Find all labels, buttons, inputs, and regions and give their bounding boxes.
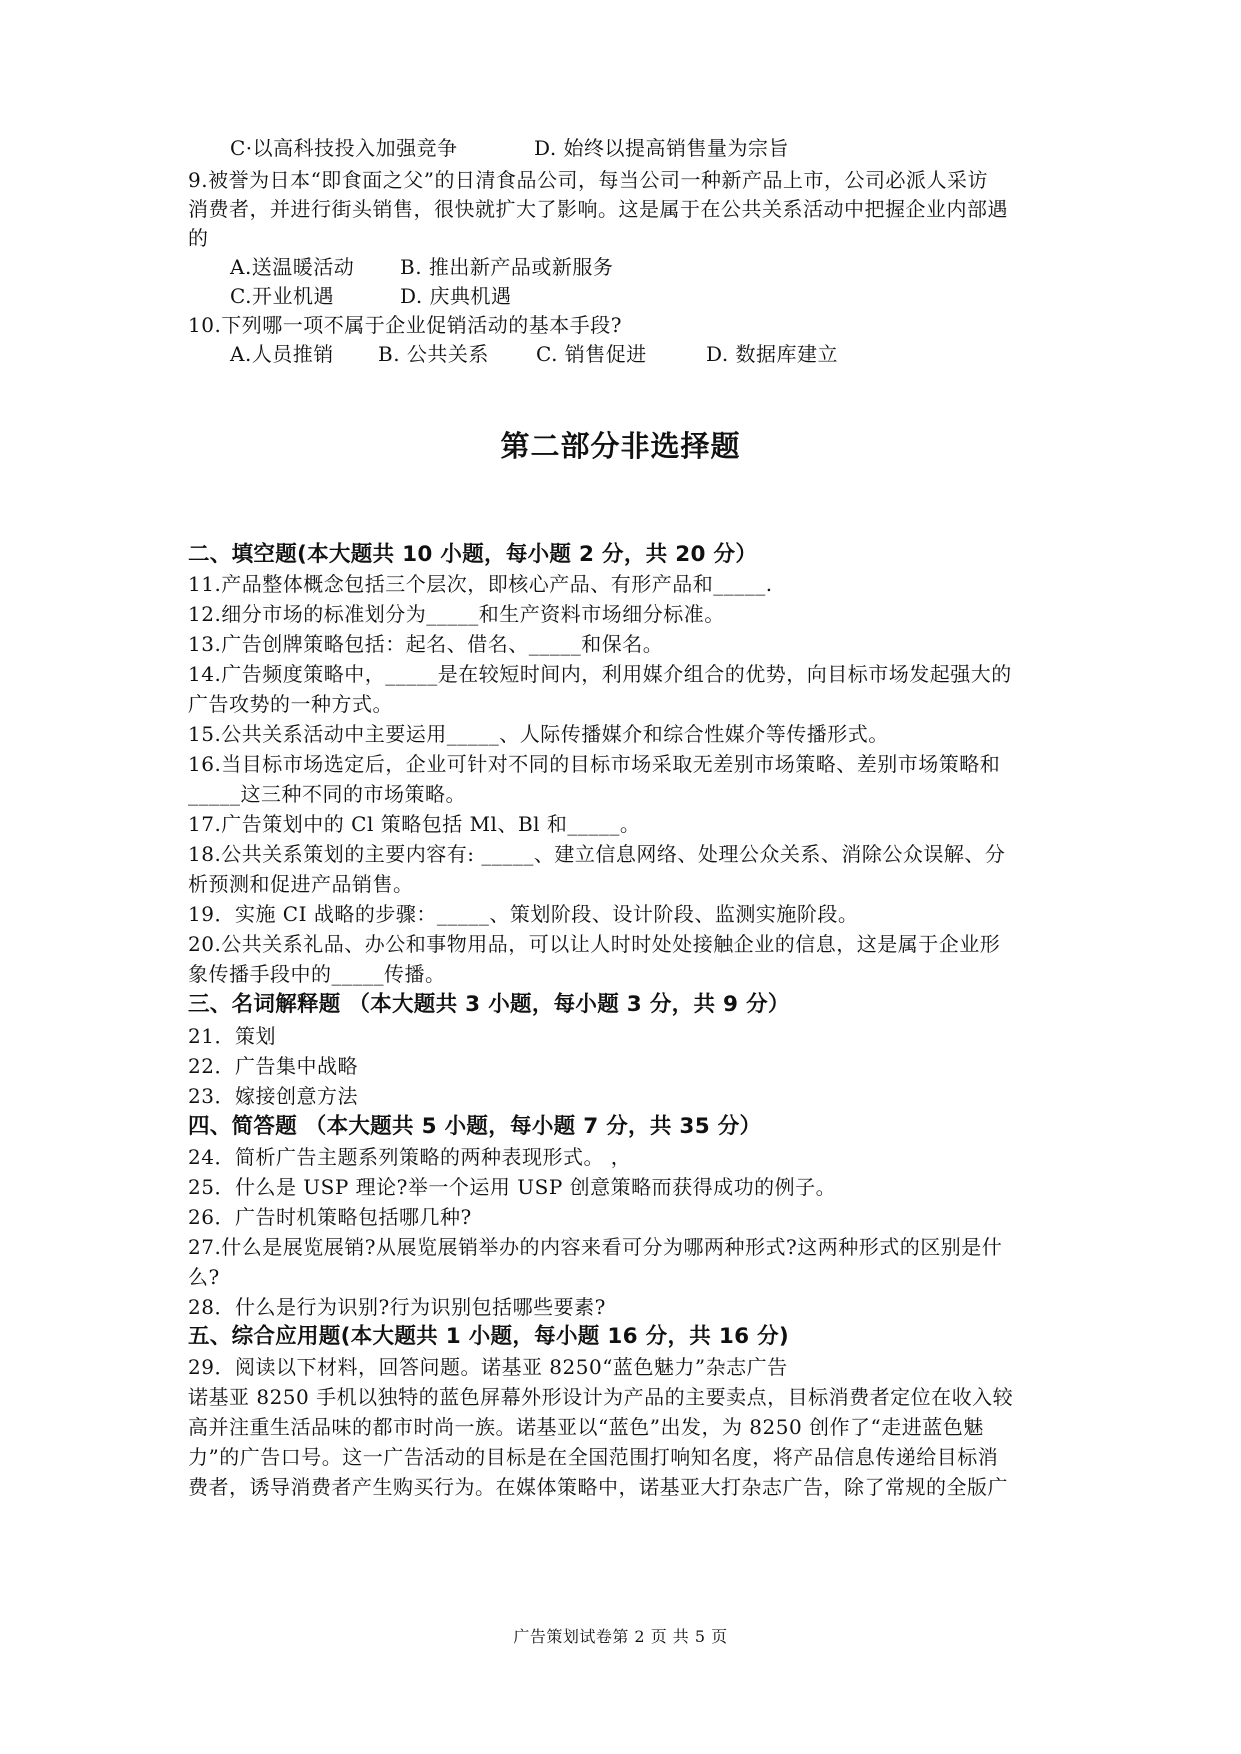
section3-line: 23．嫁接创意方法: [188, 1084, 358, 1108]
section2-line: 广告攻势的一种方式。: [188, 692, 393, 716]
section3-heading: 三、名词解释题 （本大题共 3 小题，每小题 3 分，共 9 分）: [188, 992, 790, 1017]
q9-option-a: A.送温暖活动: [230, 255, 355, 279]
q8-option-d: D. 始终以提高销售量为宗旨: [534, 136, 790, 160]
section5-line: 高并注重生活品味的都市时尚一族。诺基亚以“蓝色”出发，为 8250 创作了“走进蓝色魅: [188, 1415, 984, 1439]
section4-line: 24．简析广告主题系列策略的两种表现形式。 ，: [188, 1145, 632, 1169]
section4-line: 26．广告时机策略包括哪几种?: [188, 1205, 472, 1229]
q8-options-row: [230, 133, 789, 163]
q9-stem-line-1: 9.被誉为日本“即食面之父”的日清食品公司，每当公司一种新产品上市，公司必派人采访: [188, 168, 989, 192]
q8-option-c: C·以高科技投入加强竞争: [230, 136, 458, 160]
q10-option-b: B. 公共关系: [378, 342, 489, 366]
section2-line: 15.公共关系活动中主要运用_____、人际传播媒介和综合性媒介等传播形式。: [188, 722, 889, 746]
section4-line: 么?: [188, 1265, 220, 1289]
q10-option-a: A.人员推销: [230, 342, 334, 366]
section5-line: 29．阅读以下材料，回答问题。诺基亚 8250“蓝色魅力”杂志广告: [188, 1355, 788, 1379]
section2-line: 17.广告策划中的 Cl 策略包括 Ml、Bl 和_____。: [188, 812, 641, 836]
q9-option-c: C.开业机遇: [230, 284, 334, 308]
q9-option-b: B. 推出新产品或新服务: [400, 255, 614, 279]
q9-stem-line-2: 消费者，并进行街头销售，很快就扩大了影响。这是属于在公共关系活动中把握企业内部遇: [188, 197, 1008, 221]
section2-line: 析预测和促进产品销售。: [188, 872, 414, 896]
section4-line: 27.什么是展览展销?从展览展销举办的内容来看可分为哪两种形式?这两种形式的区别是什: [188, 1235, 1003, 1259]
part2-title: 第二部分非选择题: [500, 429, 741, 463]
section5-heading: 五、综合应用题(本大题共 1 小题，每小题 16 分，共 16 分): [188, 1324, 790, 1349]
section2-line: _____这三种不同的市场策略。: [188, 782, 466, 806]
section2-line: 12.细分市场的标准划分为_____和生产资料市场细分标准。: [188, 602, 725, 626]
section3-line: 22．广告集中战略: [188, 1054, 358, 1078]
section2-line: 19．实施 CI 战略的步骤：_____、策划阶段、设计阶段、监测实施阶段。: [188, 902, 859, 926]
section2-line: 20.公共关系礼品、办公和事物用品，可以让人时时处处接触企业的信息，这是属于企业形: [188, 932, 1001, 956]
section4-line: 25．什么是 USP 理论?举一个运用 USP 创意策略而获得成功的例子。: [188, 1175, 837, 1199]
q9-option-d: D. 庆典机遇: [400, 284, 512, 308]
section2-heading: 二、填空题(本大题共 10 小题，每小题 2 分，共 20 分）: [188, 542, 758, 567]
section5-line: 力”的广告口号。这一广告活动的目标是在全国范围打响知名度，将产品信息传递给目标消: [188, 1445, 999, 1469]
section4-heading: 四、简答题 （本大题共 5 小题，每小题 7 分，共 35 分）: [188, 1114, 762, 1139]
q9-options-row-1: [230, 252, 613, 282]
section2-line: 11.产品整体概念包括三个层次，即核心产品、有形产品和_____.: [188, 572, 773, 596]
section3-line: 21．策划: [188, 1024, 276, 1048]
section2-line: 14.广告频度策略中，_____是在较短时间内，利用媒介组合的优势，向目标市场发起强大的: [188, 662, 1012, 686]
page-footer: 广告策划试卷第 2 页 共 5 页: [513, 1627, 728, 1646]
q10-option-d: D. 数据库建立: [706, 342, 839, 366]
q10-stem: 10.下列哪一项不属于企业促销活动的基本手段?: [188, 313, 623, 337]
section5-line: 费者，诱导消费者产生购买行为。在媒体策略中，诺基亚大打杂志广告，除了常规的全版广: [188, 1475, 1008, 1499]
section2-line: 16.当目标市场选定后，企业可针对不同的目标市场采取无差别市场策略、差别市场策略和: [188, 752, 1001, 776]
q10-options-row: [230, 339, 838, 369]
q10-option-c: C. 销售促进: [536, 342, 647, 366]
section5-line: 诺基亚 8250 手机以独特的蓝色屏幕外形设计为产品的主要卖点，目标消费者定位在收入较: [188, 1385, 1014, 1409]
section4-line: 28．什么是行为识别?行为识别包括哪些要素?: [188, 1295, 606, 1319]
q9-options-row-2: [230, 281, 512, 311]
section2-line: 13.广告创牌策略包括：起名、借名、_____和保名。: [188, 632, 664, 656]
section2-line: 象传播手段中的_____传播。: [188, 962, 446, 986]
q9-stem-line-3: 的: [188, 226, 209, 250]
section2-line: 18.公共关系策划的主要内容有: _____、建立信息网络、处理公众关系、消除公众误解、分: [188, 842, 1006, 866]
